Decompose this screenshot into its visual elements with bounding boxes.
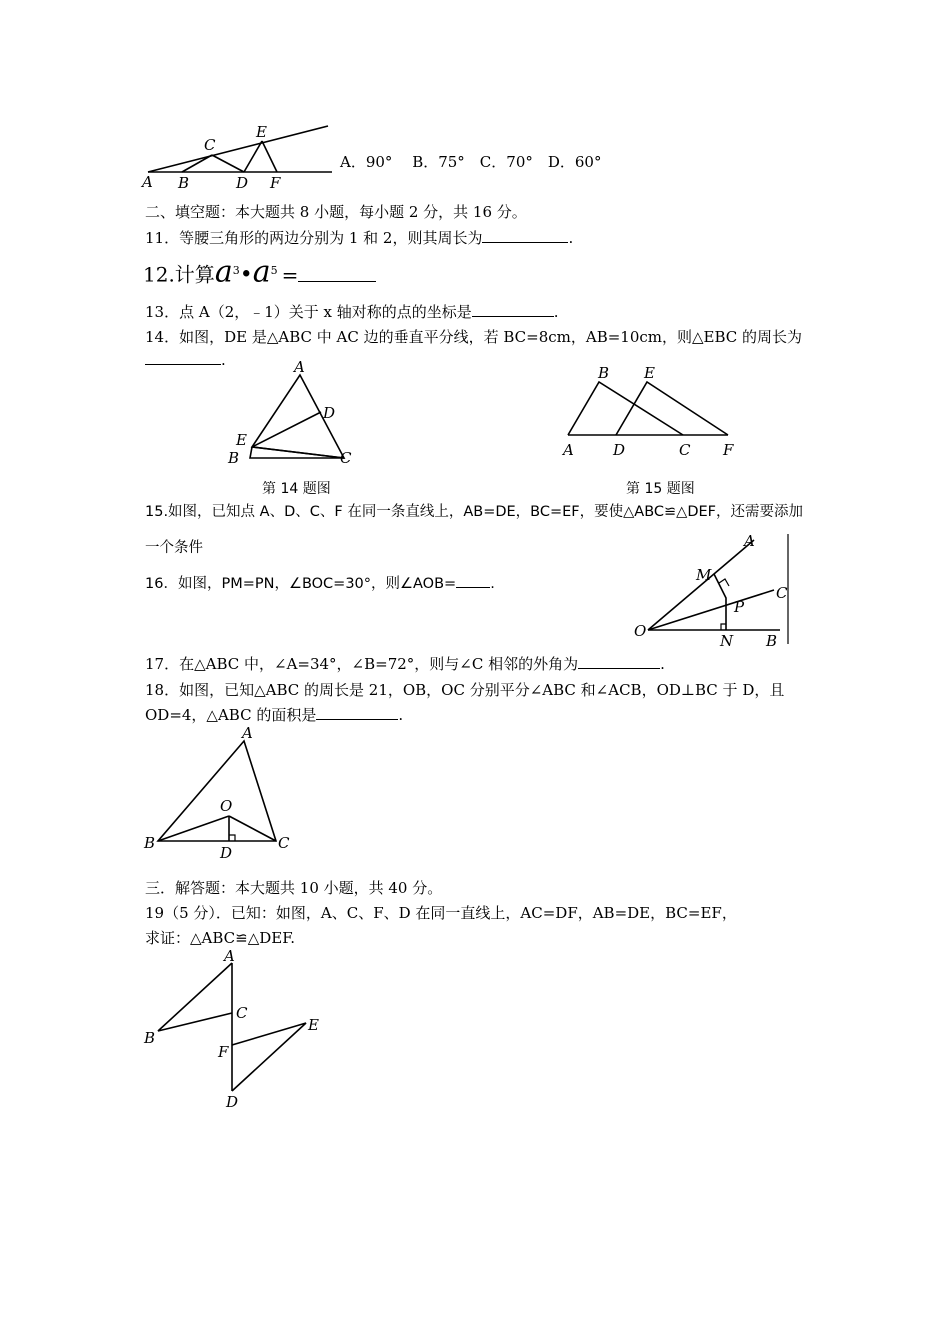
- q18-text2: OD=4，△ABC 的面积是: [145, 706, 317, 724]
- q16-figure: [630, 532, 792, 648]
- q19-label-e: E: [308, 1016, 319, 1034]
- q14-figure: [228, 360, 368, 470]
- q12-exp1: 3: [232, 264, 240, 277]
- q19-figure: [140, 945, 330, 1115]
- q11-text: 11．等腰三角形的两边分别为 1 和 2，则其周长为: [145, 229, 483, 247]
- q12-eq: =: [281, 262, 299, 287]
- q15-label-d: D: [613, 441, 626, 459]
- q18-answer-blank[interactable]: [316, 705, 398, 720]
- q18-label-a: A: [242, 724, 253, 742]
- q16-label-n: N: [720, 632, 734, 650]
- q12-dot: •: [239, 262, 253, 288]
- question-11: [145, 228, 573, 248]
- question-12: [143, 256, 376, 291]
- q17-end: .: [660, 655, 665, 673]
- q15-figure: [558, 360, 748, 460]
- q18-figure: [140, 725, 300, 865]
- q16-label-m: M: [696, 566, 712, 584]
- q12-prefix: 12.计算: [143, 262, 215, 287]
- q18-label-d: D: [220, 844, 233, 862]
- q18-end: .: [398, 706, 404, 724]
- q11-end: .: [568, 229, 574, 247]
- question-19-line2: 求证：△ABC≌△DEF.: [145, 929, 296, 947]
- q15-label-e: E: [644, 364, 655, 382]
- q14-label-b: B: [228, 449, 240, 467]
- question-13: [145, 302, 559, 322]
- q12-base1: a: [214, 254, 233, 290]
- q16-label-c: C: [776, 584, 788, 602]
- q10-label-a: A: [142, 173, 153, 191]
- q18-label-c: C: [278, 834, 290, 852]
- question-16: [145, 573, 495, 594]
- q16-label-b: B: [766, 632, 778, 650]
- q15-label-b: B: [598, 364, 610, 382]
- q16-end: .: [490, 576, 495, 592]
- q10-label-e: E: [256, 123, 267, 141]
- q14-caption: 第 14 题图: [262, 481, 331, 497]
- q10-label-c: C: [204, 136, 216, 154]
- q12-base2: a: [252, 254, 271, 290]
- q19-label-f: F: [218, 1043, 229, 1061]
- q14-end: .: [221, 351, 226, 369]
- question-18-line2: [145, 705, 403, 725]
- q10-label-b: B: [178, 174, 190, 192]
- q13-text: 13．点 A（2，﹣1）关于 x 轴对称的点的坐标是: [145, 303, 472, 321]
- q16-answer-blank[interactable]: [456, 573, 490, 588]
- q12-exp2: 5: [270, 264, 278, 277]
- q16-label-o: O: [634, 622, 647, 640]
- q18-label-o: O: [220, 797, 233, 815]
- q18-label-b: B: [144, 834, 156, 852]
- q11-answer-blank[interactable]: [482, 228, 568, 243]
- q17-text: 17．在△ABC 中，∠A=34°，∠B=72°，则与∠C 相邻的外角为: [145, 655, 579, 673]
- question-15-line1: 15.如图，已知点 A、D、C、F 在同一条直线上，AB=DE，BC=EF，要使△ABC≌△DEF，还需要添加: [145, 504, 803, 520]
- q15-label-a: A: [563, 441, 574, 459]
- q17-answer-blank[interactable]: [578, 654, 660, 669]
- q10-label-d: D: [236, 174, 249, 192]
- q12-answer-blank[interactable]: [298, 261, 376, 282]
- question-15-line2: 一个条件: [145, 540, 203, 556]
- q16-label-p: P: [734, 598, 745, 616]
- q14-label-c: C: [340, 449, 352, 467]
- question-19-line1: 19（5 分）．已知：如图，A、C、F、D 在同一直线上，AC=DF，AB=DE，BC=EF，: [145, 904, 737, 922]
- q10-options: A．90° B．75° C．70° D．60°: [340, 153, 602, 171]
- q14-label-d: D: [323, 404, 336, 422]
- q19-label-c: C: [236, 1004, 248, 1022]
- q10-label-f: F: [270, 174, 281, 192]
- q19-label-a: A: [224, 947, 235, 965]
- q16-label-a: A: [744, 532, 755, 550]
- q15-label-c: C: [679, 441, 691, 459]
- question-14-line1: 14．如图，DE 是△ABC 中 AC 边的垂直平分线，若 BC=8cm，AB=10cm，则△EBC 的周长为: [145, 328, 803, 346]
- section2-heading: 二、填空题：本大题共 8 小题，每小题 2 分，共 16 分。: [145, 203, 527, 221]
- question-17: [145, 654, 665, 674]
- question-14-line2: [145, 350, 226, 370]
- q14-label-e: E: [236, 431, 247, 449]
- section3-heading: 三．解答题：本大题共 10 小题，共 40 分。: [145, 879, 443, 897]
- q14-answer-blank[interactable]: [145, 350, 221, 365]
- q13-answer-blank[interactable]: [472, 302, 554, 317]
- q15-caption: 第 15 题图: [626, 481, 695, 497]
- q19-label-d: D: [226, 1093, 239, 1111]
- question-18-line1: 18．如图，已知△ABC 的周长是 21，OB，OC 分别平分∠ABC 和∠ACB，OD⊥BC 于 D，且: [145, 681, 785, 699]
- q15-label-f: F: [723, 441, 734, 459]
- q13-end: .: [553, 303, 559, 321]
- q10-figure: [140, 120, 340, 190]
- q16-text: 16．如图，PM=PN，∠BOC=30°，则∠AOB=: [145, 576, 457, 592]
- q19-label-b: B: [144, 1029, 156, 1047]
- q14-label-a: A: [294, 358, 305, 376]
